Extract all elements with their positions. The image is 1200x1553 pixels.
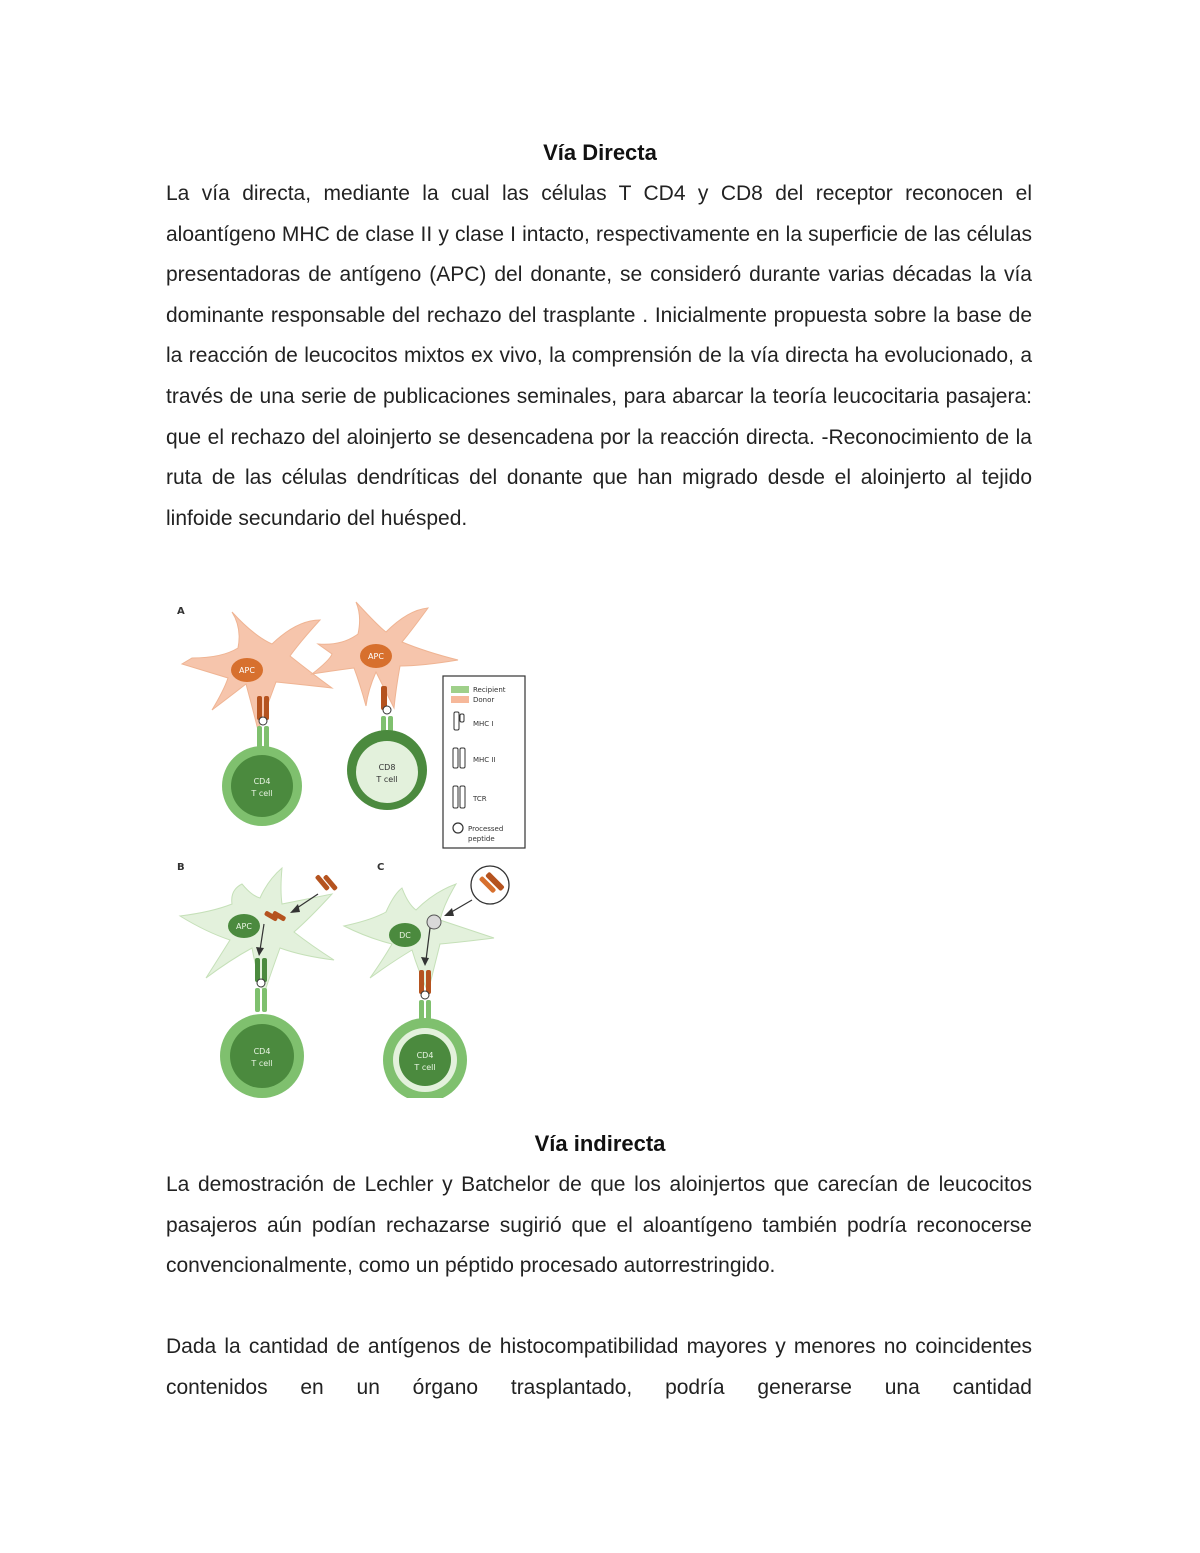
svg-text:CD4: CD4: [253, 777, 271, 786]
svg-text:TCR: TCR: [473, 795, 487, 803]
svg-text:T cell: T cell: [251, 789, 273, 798]
panel-label-c: C: [377, 862, 385, 873]
svg-text:Processed: Processed: [468, 825, 504, 833]
svg-text:Donor: Donor: [473, 696, 495, 704]
paragraph-via-indirecta-2: Dada la cantidad de antígenos de histocompatibilidad mayores y menores no coincidentes contenidos en un órgano trasplantado, podría generarse una cantidad: [166, 1335, 1032, 1399]
svg-text:T cell: T cell: [376, 775, 398, 784]
heading-via-directa: Vía Directa: [543, 140, 657, 165]
svg-text:CD4: CD4: [416, 1051, 434, 1060]
legend-swatch-recipient: [451, 686, 469, 693]
figure-allorecognition-pathways: [172, 598, 532, 1098]
svg-text:T cell: T cell: [251, 1059, 273, 1068]
svg-text:DC: DC: [399, 931, 411, 940]
paragraph-via-indirecta-1: La demostración de Lechler y Batchelor de que los aloinjertos que carecían de leucocitos pasajeros aún podían rechazarse sugirió que el aloantígeno también podría reconocerse convencionalmente, como un péptido procesado autorrestringido.: [166, 1173, 1032, 1278]
panel-label-b: B: [177, 862, 185, 873]
svg-text:CD8: CD8: [378, 763, 396, 772]
cd4-t-cell-a: [222, 746, 302, 826]
svg-text:CD4: CD4: [253, 1047, 271, 1056]
svg-text:MHC II: MHC II: [473, 756, 496, 764]
svg-text:peptide: peptide: [468, 835, 495, 843]
legend-swatch-donor: [451, 696, 469, 703]
heading-via-indirecta: Vía indirecta: [534, 1131, 666, 1156]
panel-label-a: A: [177, 606, 185, 617]
svg-text:Recipient: Recipient: [473, 686, 506, 694]
apc-label-1: APC: [239, 666, 255, 675]
figure-legend: [443, 676, 525, 848]
cd4-t-cell-b: [220, 1014, 304, 1098]
figure-svg: [172, 598, 532, 1098]
paragraph-via-directa: La vía directa, mediante la cual las células T CD4 y CD8 del receptor reconocen el aloantígeno MHC de clase II y clase I intacto, respectivamente en la superficie de las células presentadoras de antígeno (APC) del donante, se consideró durante varias décadas la vía dominante responsable del rechazo del trasplante . Inicialmente propuesta sobre la base de la reacción de leucocitos mixtos ex vivo, la comprensión de la vía directa ha evolucionado, a través de una serie de publicaciones seminales, para abarcar la teoría leucocitaria pasajera: que el rechazo del aloinjerto se desencadena por la reacción directa. -Reconocimiento de la ruta de las células dendríticas del donante que han migrado desde el aloinjerto al tejido linfoide secundario del huésped.: [166, 182, 1032, 530]
svg-text:APC: APC: [236, 922, 252, 931]
apc-label-2: APC: [368, 652, 384, 661]
cd8-t-cell-a: [347, 730, 427, 810]
svg-text:T cell: T cell: [414, 1063, 436, 1072]
cd4-t-cell-c: [383, 1018, 467, 1098]
svg-text:MHC I: MHC I: [473, 720, 494, 728]
